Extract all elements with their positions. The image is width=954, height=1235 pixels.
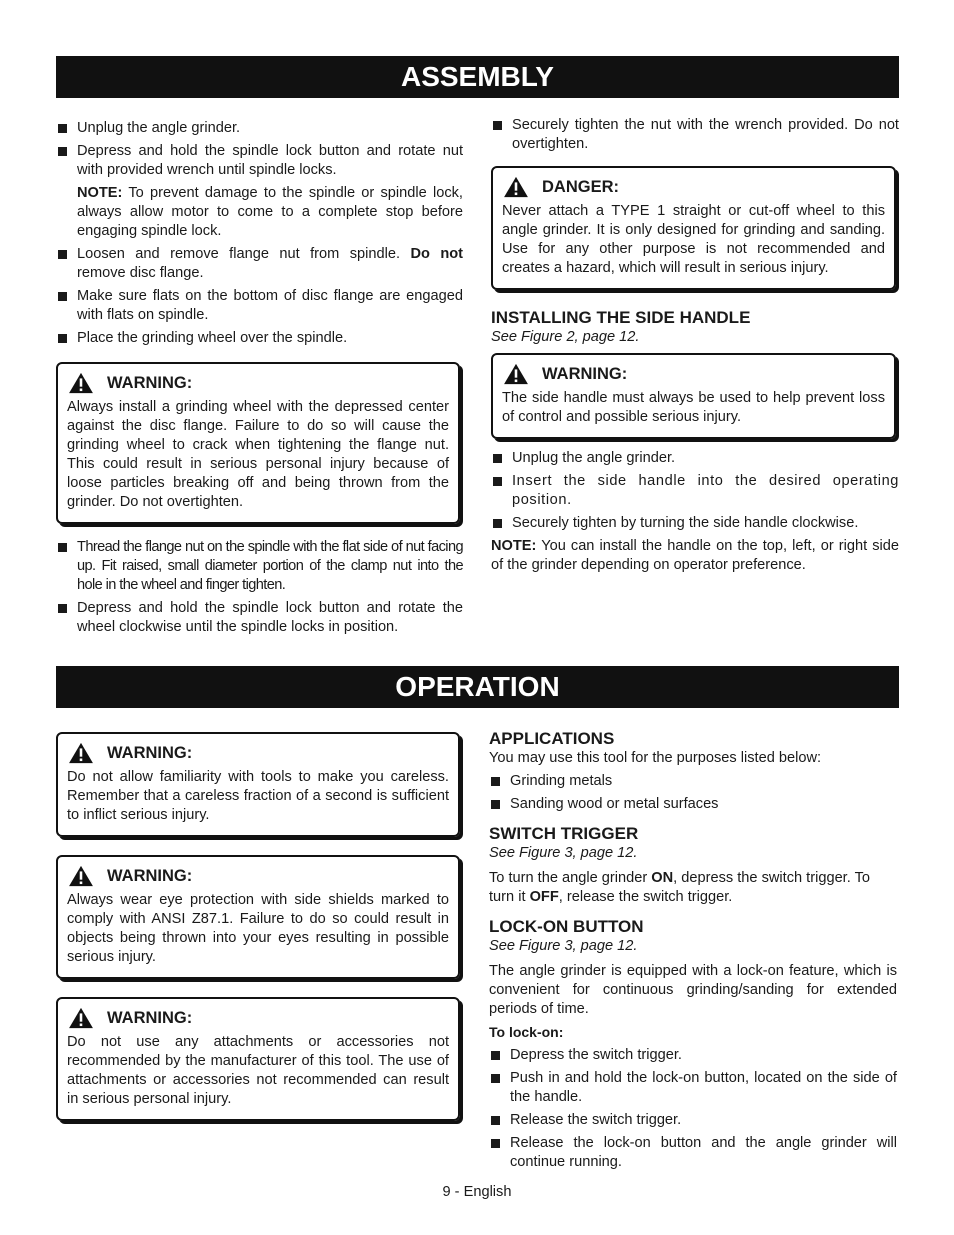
bullet-square-icon: [58, 292, 67, 301]
list-item: Depress and hold the spindle lock button and rotate the wheel clockwise until the spindle locks in position.: [56, 599, 463, 637]
operation-left-column: [56, 732, 463, 1121]
danger-text: Never attach a TYPE 1 straight or cut-off wheel to this angle grinder. It is only designed for grinding and sanding. Use for any other purpose is not recommended and creates a hazard, which will result in serious injury.: [502, 203, 885, 276]
warning-title: WARNING:: [67, 865, 449, 887]
list-item: Release the switch trigger.: [489, 1111, 897, 1130]
bullet-square-icon: [58, 334, 67, 343]
paragraph: You may use this tool for the purposes listed below:: [489, 750, 822, 766]
operation-right-column: [489, 729, 897, 1176]
warning-triangle-icon: [67, 742, 95, 764]
switch-trigger-heading: SWITCH TRIGGER: [489, 824, 639, 843]
warning-title: WARNING:: [67, 742, 449, 764]
bullet-square-icon: [493, 519, 502, 528]
warning-text: The side handle must always be used to help prevent loss of control and possible serious injury.: [502, 390, 885, 425]
warning-text: Always install a grinding wheel with the depressed center against the disc flange. Failure to do so will cause the grinding wheel to crack when tightening the flange nut. This could result in serious personal injury because of loose particles breaking off and being thrown from the grinder. Do not overtighten.: [67, 399, 449, 510]
warning-box: [56, 855, 460, 979]
figure-reference: See Figure 2, page 12.: [491, 329, 640, 345]
warning-text: Do not use any attachments or accessories not recommended by the manufacturer of this tool. The use of attachments or accessories not recommended can result in serious personal injury.: [67, 1034, 449, 1107]
bullet-square-icon: [491, 1139, 500, 1148]
warning-triangle-icon: [67, 372, 95, 394]
bullet-square-icon: [58, 604, 67, 613]
subheading: To lock-on:: [489, 1024, 564, 1040]
danger-title: DANGER:: [502, 176, 885, 198]
list-item: Securely tighten the nut with the wrench provided. Do not overtighten.: [491, 116, 899, 154]
warning-title: WARNING:: [502, 363, 885, 385]
warning-box: [56, 362, 460, 524]
bullet-square-icon: [493, 477, 502, 486]
paragraph: To turn the angle grinder ON, depress the switch trigger. To turn it OFF, release the switch trigger.: [489, 870, 870, 905]
danger-box: [491, 166, 896, 290]
warning-triangle-icon: [502, 363, 530, 385]
warning-text: Always wear eye protection with side shields marked to comply with ANSI Z87.1. Failure to do so could result in objects being thrown into your eyes resulting in possible serious injury.: [67, 892, 449, 965]
warning-box: [56, 997, 460, 1121]
warning-triangle-icon: [67, 1007, 95, 1029]
list-item: Make sure flats on the bottom of disc flange are engaged with flats on spindle.: [56, 287, 463, 325]
warning-text: Do not allow familiarity with tools to make you careless. Remember that a careless fraction of a second is sufficient to inflict serious injury.: [67, 769, 449, 823]
list-item: Unplug the angle grinder.: [491, 449, 899, 468]
bullet-square-icon: [58, 147, 67, 156]
list-item: Depress and hold the spindle lock button and rotate nut with provided wrench until spindle locks.: [56, 142, 463, 180]
bullet-square-icon: [491, 777, 500, 786]
bullet-square-icon: [491, 1074, 500, 1083]
bullet-square-icon: [58, 543, 67, 552]
warning-triangle-icon: [502, 176, 530, 198]
operation-heading: OPERATION: [56, 666, 899, 708]
list-item: Release the lock-on button and the angle grinder will continue running.: [489, 1134, 897, 1172]
list-item: Loosen and remove flange nut from spindle. Do not remove disc flange.: [56, 245, 463, 283]
warning-triangle-icon: [67, 865, 95, 887]
assembly-heading: ASSEMBLY: [56, 56, 899, 98]
list-item: Insert the side handle into the desired operating position.: [491, 472, 899, 510]
list-item: Push in and hold the lock-on button, located on the side of the handle.: [489, 1069, 897, 1107]
bullet-square-icon: [58, 124, 67, 133]
note: NOTE: You can install the handle on the top, left, or right side of the grinder depending on operator preference.: [491, 538, 899, 573]
note: NOTE: To prevent damage to the spindle or spindle lock, always allow motor to come to a complete stop before engaging spindle lock.: [77, 185, 463, 239]
assembly-right-column: [491, 116, 899, 579]
bullet-square-icon: [58, 250, 67, 259]
list-item: Place the grinding wheel over the spindle.: [56, 329, 463, 348]
bullet-square-icon: [493, 121, 502, 130]
warning-title: WARNING:: [67, 1007, 449, 1029]
bullet-square-icon: [491, 800, 500, 809]
list-item: Grinding metals: [489, 772, 897, 791]
list-item: Unplug the angle grinder.: [56, 119, 463, 138]
paragraph: The angle grinder is equipped with a lock-on feature, which is convenient for continuous grinding/sanding for extended periods of time.: [489, 963, 897, 1017]
bullet-square-icon: [491, 1116, 500, 1125]
warning-box: [491, 353, 896, 439]
bullet-square-icon: [493, 454, 502, 463]
bullet-square-icon: [491, 1051, 500, 1060]
figure-reference: See Figure 3, page 12.: [489, 938, 638, 954]
lock-on-heading: LOCK-ON BUTTON: [489, 917, 644, 936]
list-item: Depress the switch trigger.: [489, 1046, 897, 1065]
figure-reference: See Figure 3, page 12.: [489, 845, 638, 861]
side-handle-heading: INSTALLING THE SIDE HANDLE: [491, 308, 751, 327]
list-item: Sanding wood or metal surfaces: [489, 795, 897, 814]
list-item: Securely tighten by turning the side handle clockwise.: [491, 514, 899, 533]
assembly-left-column: [56, 119, 463, 641]
warning-box: [56, 732, 460, 837]
page-number: 9 - English: [442, 1184, 512, 1200]
list-item: Thread the flange nut on the spindle with the flat side of nut facing up. Fit raised, small diameter portion of the clamp nut into the hole in the wheel and finger tighten.: [56, 538, 463, 595]
warning-title: WARNING:: [67, 372, 449, 394]
applications-heading: APPLICATIONS: [489, 729, 615, 748]
